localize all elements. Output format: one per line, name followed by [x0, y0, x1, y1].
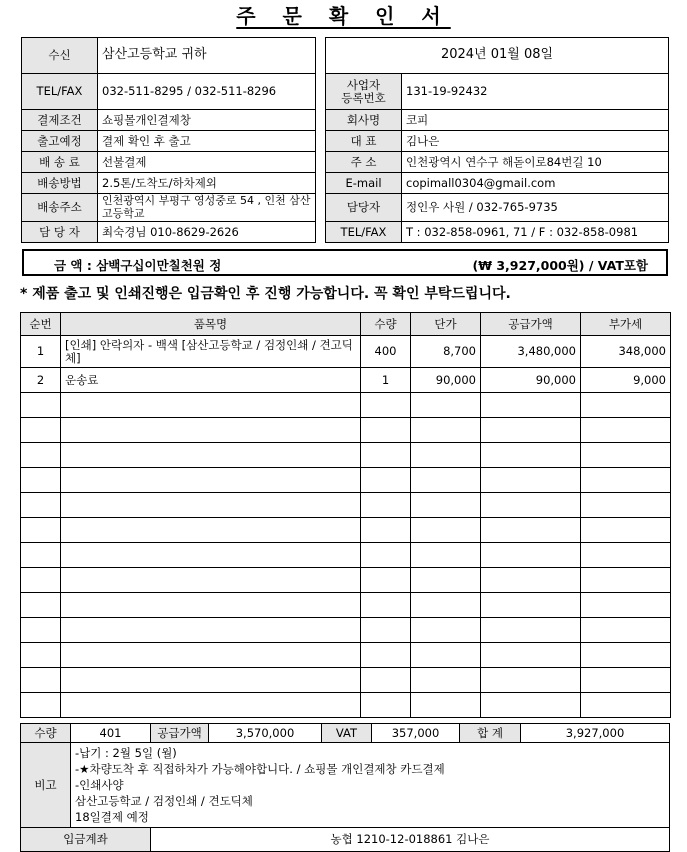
empty-cell	[481, 668, 581, 693]
empty-cell	[61, 618, 361, 643]
empty-cell	[481, 643, 581, 668]
empty-cell	[581, 543, 671, 568]
empty-row	[21, 418, 671, 443]
empty-cell	[21, 518, 61, 543]
empty-cell	[61, 393, 361, 418]
empty-cell	[481, 493, 581, 518]
recipient-value: 삼산고등학교 귀하	[98, 38, 316, 74]
col-header-no: 순번	[21, 313, 61, 336]
row-vat: 9,000	[581, 368, 671, 393]
row-supply: 3,480,000	[481, 336, 581, 368]
empty-cell	[581, 593, 671, 618]
row-price: 90,000	[411, 368, 481, 393]
empty-cell	[481, 568, 581, 593]
empty-row	[21, 393, 671, 418]
method-value: 2.5톤/도착도/하차제외	[98, 173, 316, 194]
empty-cell	[411, 543, 481, 568]
empty-cell	[61, 568, 361, 593]
row-qty: 1	[361, 368, 411, 393]
ceo-value: 김나은	[402, 131, 669, 152]
empty-cell	[61, 493, 361, 518]
page-title: 주 문 확 인 서	[236, 4, 451, 28]
email-value: copimall0304@gmail.com	[402, 173, 669, 194]
empty-cell	[411, 418, 481, 443]
empty-cell	[21, 418, 61, 443]
notice-text: * 제품 출고 및 인쇄진행은 입금확인 후 진행 가능합니다. 꼭 확인 부탁드립니다.	[20, 286, 511, 302]
col-header-qty: 수량	[361, 313, 411, 336]
empty-cell	[61, 643, 361, 668]
method-label: 배송방법	[22, 173, 98, 194]
table-row	[21, 336, 671, 368]
address-value: 인천광역시 부평구 영성중로 54 , 인천 삼산고등학교	[98, 194, 316, 222]
amount-text: 금 액 : 삼백구십이만칠천원 정	[54, 258, 222, 273]
empty-row	[21, 693, 671, 718]
empty-cell	[481, 693, 581, 718]
empty-cell	[21, 568, 61, 593]
tel-label: TEL/FAX	[22, 74, 98, 110]
total-vat-label: VAT	[322, 724, 372, 743]
empty-cell	[361, 418, 411, 443]
empty-cell	[411, 618, 481, 643]
buyer-table	[21, 37, 316, 243]
empty-row	[21, 618, 671, 643]
fee-value: 선불결제	[98, 152, 316, 173]
fee-label: 배 송 료	[22, 152, 98, 173]
empty-row	[21, 543, 671, 568]
items-header	[21, 313, 671, 336]
reg-label: 사업자 등록번호	[326, 74, 402, 110]
total-qty: 401	[71, 724, 151, 743]
amount-value: (₩ 3,927,000원) / VAT포함	[472, 258, 648, 273]
empty-cell	[411, 518, 481, 543]
empty-cell	[581, 443, 671, 468]
empty-cell	[361, 468, 411, 493]
total-qty-label: 수량	[21, 724, 71, 743]
empty-cell	[61, 543, 361, 568]
empty-cell	[361, 668, 411, 693]
col-header-price: 단가	[411, 313, 481, 336]
empty-cell	[61, 668, 361, 693]
empty-cell	[581, 468, 671, 493]
reg-value: 131-19-92432	[402, 74, 669, 110]
total-sum: 3,927,000	[521, 724, 670, 743]
empty-cell	[581, 693, 671, 718]
total-sum-label: 합 계	[460, 724, 521, 743]
empty-cell	[361, 568, 411, 593]
ship-schedule-value: 결제 확인 후 출고	[98, 131, 316, 152]
deposit-account: 농협 1210-12-018861 김나은	[151, 828, 670, 852]
empty-cell	[361, 443, 411, 468]
empty-cell	[21, 393, 61, 418]
row-price: 8,700	[411, 336, 481, 368]
empty-cell	[61, 593, 361, 618]
empty-cell	[361, 518, 411, 543]
payment-value: 쇼핑몰개인결제창	[98, 110, 316, 131]
contact-value: 최숙경님 010-8629-2626	[98, 222, 316, 243]
empty-cell	[21, 593, 61, 618]
empty-cell	[581, 393, 671, 418]
empty-cell	[411, 593, 481, 618]
empty-cell	[61, 468, 361, 493]
company-label: 회사명	[326, 110, 402, 131]
manager-label: 담당자	[326, 194, 402, 222]
remark-line: -납기 : 2월 5일 (월)	[75, 746, 177, 760]
remark-line: -★차량도착 후 직접하차가 가능해야합니다. / 쇼핑몰 개인결제창 카드결제	[75, 762, 445, 776]
empty-cell	[581, 493, 671, 518]
amount-box	[22, 249, 668, 276]
col-header-name: 품목명	[61, 313, 361, 336]
empty-cell	[361, 693, 411, 718]
remark-line: 삼산고등학교 / 검정인쇄 / 견도딕체	[75, 794, 253, 808]
empty-cell	[411, 668, 481, 693]
empty-cell	[481, 518, 581, 543]
empty-cell	[581, 518, 671, 543]
empty-cell	[61, 518, 361, 543]
row-name: 운송료	[61, 368, 361, 393]
deposit-label: 입금계좌	[21, 828, 151, 852]
empty-cell	[481, 593, 581, 618]
empty-cell	[61, 693, 361, 718]
supplier-table	[325, 37, 669, 243]
row-vat: 348,000	[581, 336, 671, 368]
row-qty: 400	[361, 336, 411, 368]
table-row	[21, 368, 671, 393]
empty-cell	[361, 618, 411, 643]
empty-cell	[581, 668, 671, 693]
empty-cell	[581, 643, 671, 668]
empty-rows	[21, 393, 671, 718]
addr-value: 인천광역시 연수구 해돋이로84번길 10	[402, 152, 669, 173]
row-supply: 90,000	[481, 368, 581, 393]
empty-cell	[581, 568, 671, 593]
row-no: 2	[21, 368, 61, 393]
payment-label: 결제조건	[22, 110, 98, 131]
empty-row	[21, 443, 671, 468]
empty-cell	[21, 468, 61, 493]
empty-cell	[411, 693, 481, 718]
empty-cell	[61, 418, 361, 443]
empty-cell	[21, 443, 61, 468]
manager-value: 정인우 사원 / 032-765-9735	[402, 194, 669, 222]
remarks-label: 비고	[21, 743, 71, 828]
items-table	[20, 312, 671, 718]
empty-row	[21, 493, 671, 518]
empty-cell	[361, 493, 411, 518]
col-header-supply: 공급가액	[481, 313, 581, 336]
empty-cell	[581, 418, 671, 443]
empty-cell	[481, 418, 581, 443]
empty-cell	[411, 443, 481, 468]
empty-cell	[481, 468, 581, 493]
address-label: 배송주소	[22, 194, 98, 222]
empty-cell	[21, 693, 61, 718]
empty-cell	[361, 543, 411, 568]
empty-cell	[361, 643, 411, 668]
empty-cell	[481, 393, 581, 418]
empty-cell	[21, 643, 61, 668]
empty-row	[21, 568, 671, 593]
remark-line: -인쇄사양	[75, 778, 124, 792]
empty-cell	[21, 618, 61, 643]
empty-cell	[21, 668, 61, 693]
tel-value: 032-511-8295 / 032-511-8296	[98, 74, 316, 110]
contact-label: 담 당 자	[22, 222, 98, 243]
empty-cell	[581, 618, 671, 643]
company-value: 코피	[402, 110, 669, 131]
empty-cell	[411, 568, 481, 593]
empty-cell	[481, 443, 581, 468]
supplier-tel-label: TEL/FAX	[326, 222, 402, 243]
total-supply-label: 공급가액	[151, 724, 209, 743]
empty-row	[21, 593, 671, 618]
empty-cell	[481, 618, 581, 643]
empty-cell	[61, 443, 361, 468]
supplier-tel-value: T : 032-858-0961, 71 / F : 032-858-0981	[402, 222, 669, 243]
empty-cell	[361, 393, 411, 418]
ceo-label: 대 표	[326, 131, 402, 152]
row-no: 1	[21, 336, 61, 368]
remarks-content	[71, 743, 670, 828]
empty-cell	[411, 468, 481, 493]
col-header-vat: 부가세	[581, 313, 671, 336]
total-vat: 357,000	[372, 724, 460, 743]
recipient-label: 수신	[22, 38, 98, 74]
empty-cell	[411, 493, 481, 518]
empty-row	[21, 668, 671, 693]
empty-cell	[21, 543, 61, 568]
email-label: E-mail	[326, 173, 402, 194]
totals-table	[20, 723, 670, 852]
total-supply: 3,570,000	[209, 724, 322, 743]
empty-row	[21, 468, 671, 493]
empty-cell	[411, 393, 481, 418]
empty-cell	[361, 593, 411, 618]
row-name: [인쇄] 안락의자 - 백색 [삼산고등학교 / 검정인쇄 / 견고딕체]	[61, 336, 361, 368]
empty-cell	[21, 493, 61, 518]
empty-row	[21, 518, 671, 543]
empty-row	[21, 643, 671, 668]
addr-label: 주 소	[326, 152, 402, 173]
empty-cell	[411, 643, 481, 668]
remark-line: 18일결제 예정	[75, 810, 149, 824]
ship-schedule-label: 출고예정	[22, 131, 98, 152]
empty-cell	[481, 543, 581, 568]
order-date: 2024년 01월 08일	[326, 38, 669, 74]
